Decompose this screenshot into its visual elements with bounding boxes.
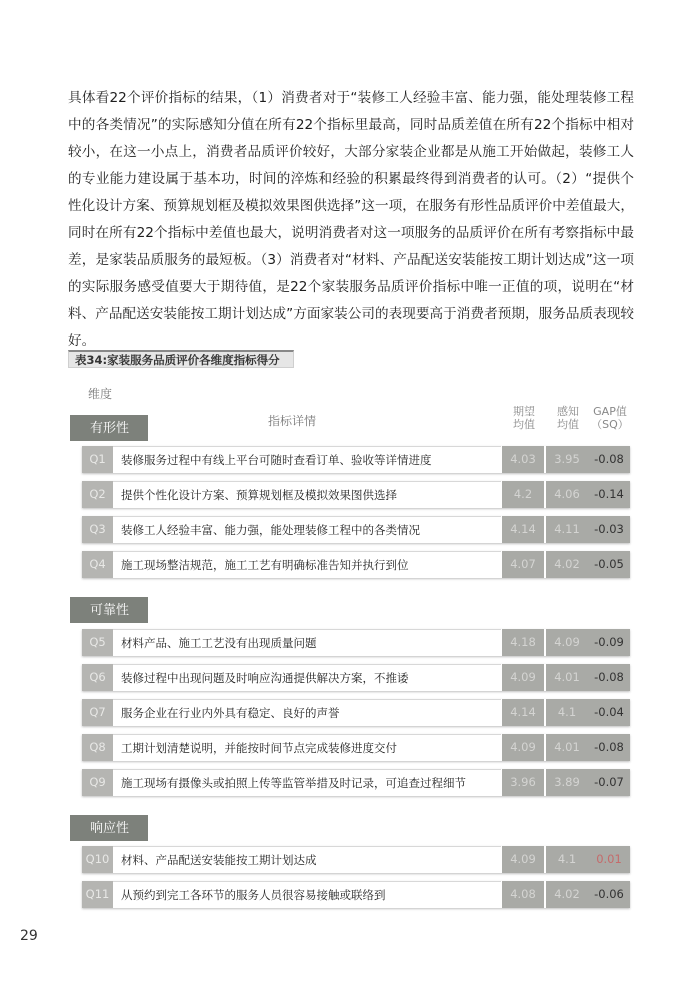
expected-value: 4.14 <box>502 516 544 543</box>
question-id: Q5 <box>82 629 113 656</box>
gap-value: -0.04 <box>588 699 630 726</box>
page-number: 29 <box>20 928 38 944</box>
perceived-value: 4.01 <box>546 664 588 691</box>
gap-header-text: GAP值 （SQ） <box>591 405 629 431</box>
indicator-text: 装修工人经验丰富、能力强，能处理装修工程中的各类情况 <box>113 516 501 543</box>
table-row <box>82 551 630 578</box>
table-row <box>82 769 630 796</box>
expected-value: 4.14 <box>502 699 544 726</box>
expected-value: 4.08 <box>502 881 544 908</box>
expected-column-header <box>502 405 546 431</box>
indicator-text: 施工现场整洁规范，施工工艺有明确标准告知并执行到位 <box>113 551 501 578</box>
question-id: Q6 <box>82 664 113 691</box>
expected-value: 4.09 <box>502 664 544 691</box>
gap-value: -0.07 <box>588 769 630 796</box>
perceived-header-text: 感知 均值 <box>557 405 579 431</box>
indicator-text: 工期计划清楚说明，并能按时间节点完成装修进度交付 <box>113 734 501 761</box>
perceived-value: 4.01 <box>546 734 588 761</box>
question-id: Q7 <box>82 699 113 726</box>
perceived-value: 4.1 <box>546 699 588 726</box>
indicator-text: 材料产品、施工工艺没有出现质量问题 <box>113 629 501 656</box>
table-row <box>82 629 630 656</box>
table-row <box>82 516 630 543</box>
indicator-text: 装修过程中出现问题及时响应沟通提供解决方案，不推诿 <box>113 664 501 691</box>
gap-value: -0.03 <box>588 516 630 543</box>
table-row <box>82 881 630 908</box>
perceived-value: 4.06 <box>546 481 588 508</box>
gap-value: -0.08 <box>588 446 630 473</box>
question-id: Q8 <box>82 734 113 761</box>
table-row <box>82 481 630 508</box>
question-id: Q3 <box>82 516 113 543</box>
indicator-text: 材料、产品配送安装能按工期计划达成 <box>113 846 501 873</box>
question-id: Q2 <box>82 481 113 508</box>
gap-value: 0.01 <box>588 846 630 873</box>
expected-value: 4.07 <box>502 551 544 578</box>
category-tab: 可靠性 <box>70 597 148 623</box>
expected-value: 4.09 <box>502 846 544 873</box>
perceived-value: 4.02 <box>546 551 588 578</box>
table-row <box>82 664 630 691</box>
indicator-text: 装修服务过程中有线上平台可随时查看订单、验收等详情进度 <box>113 446 501 473</box>
gap-value: -0.05 <box>588 551 630 578</box>
expected-value: 4.2 <box>502 481 544 508</box>
perceived-value: 4.1 <box>546 846 588 873</box>
detail-column-header: 指标详情 <box>268 414 317 428</box>
indicator-text: 从预约到完工各环节的服务人员很容易接触或联络到 <box>113 881 501 908</box>
expected-value: 4.09 <box>502 734 544 761</box>
question-id: Q11 <box>82 881 113 908</box>
gap-value: -0.08 <box>588 664 630 691</box>
perceived-value: 4.11 <box>546 516 588 543</box>
body-paragraph: 具体看22个评价指标的结果，（1）消费者对于“装修工人经验丰富、能力强，能处理装修工程中的各类情况”的实际感知分值在所有22个指标里最高，同时品质差值在所有22个指标中相对较小，在这一小点上，消费者品质评价较好，大部分家装企业都是从施工开始做起，装修工人的专业能力建设属于基本功，时间的淬炼和经验的积累最终得到消费者的认可。（2）“提供个性化设计方案、预算规划框及模拟效果图供选择”这一项，在服务有形性品质评价中差值最大，同时在所有22个指标中差值也最大，说明消费者对这一项服务的品质评价在所有考察指标中最差，是家装品质服务的最短板。（3）消费者对“材料、产品配送安装能按工期计划达成”这一项的实际服务感受值要大于期待值，是22个家装服务品质评价指标中唯一正值的项，说明在“材料、产品配送安装能按工期计划达成”方面家装公司的表现要高于消费者预期，服务品质表现较好。 <box>68 90 634 349</box>
question-id: Q4 <box>82 551 113 578</box>
perceived-value: 3.95 <box>546 446 588 473</box>
indicator-text: 施工现场有摄像头或拍照上传等监管举措及时记录，可追查过程细节 <box>113 769 501 796</box>
question-id: Q10 <box>82 846 113 873</box>
gap-value: -0.06 <box>588 881 630 908</box>
table-row <box>82 446 630 473</box>
gap-value: -0.08 <box>588 734 630 761</box>
table-row <box>82 734 630 761</box>
question-id: Q1 <box>82 446 113 473</box>
perceived-value: 4.09 <box>546 629 588 656</box>
question-id: Q9 <box>82 769 113 796</box>
expected-value: 3.96 <box>502 769 544 796</box>
table-title: 表34:家装服务品质评价各维度指标得分 <box>68 350 294 368</box>
indicator-text: 服务企业在行业内外具有稳定、良好的声誉 <box>113 699 501 726</box>
category-tab: 响应性 <box>70 815 148 841</box>
perceived-column-header <box>546 405 590 431</box>
expected-value: 4.18 <box>502 629 544 656</box>
expected-value: 4.03 <box>502 446 544 473</box>
gap-value: -0.09 <box>588 629 630 656</box>
gap-value: -0.14 <box>588 481 630 508</box>
table-row <box>82 846 630 873</box>
table-row <box>82 699 630 726</box>
indicator-text: 提供个性化设计方案、预算规划框及模拟效果图供选择 <box>113 481 501 508</box>
dimension-label: 维度 <box>88 387 113 401</box>
expected-header-text: 期望 均值 <box>513 405 535 431</box>
gap-column-header <box>588 405 632 431</box>
category-tab: 有形性 <box>70 415 148 441</box>
perceived-value: 3.89 <box>546 769 588 796</box>
perceived-value: 4.02 <box>546 881 588 908</box>
